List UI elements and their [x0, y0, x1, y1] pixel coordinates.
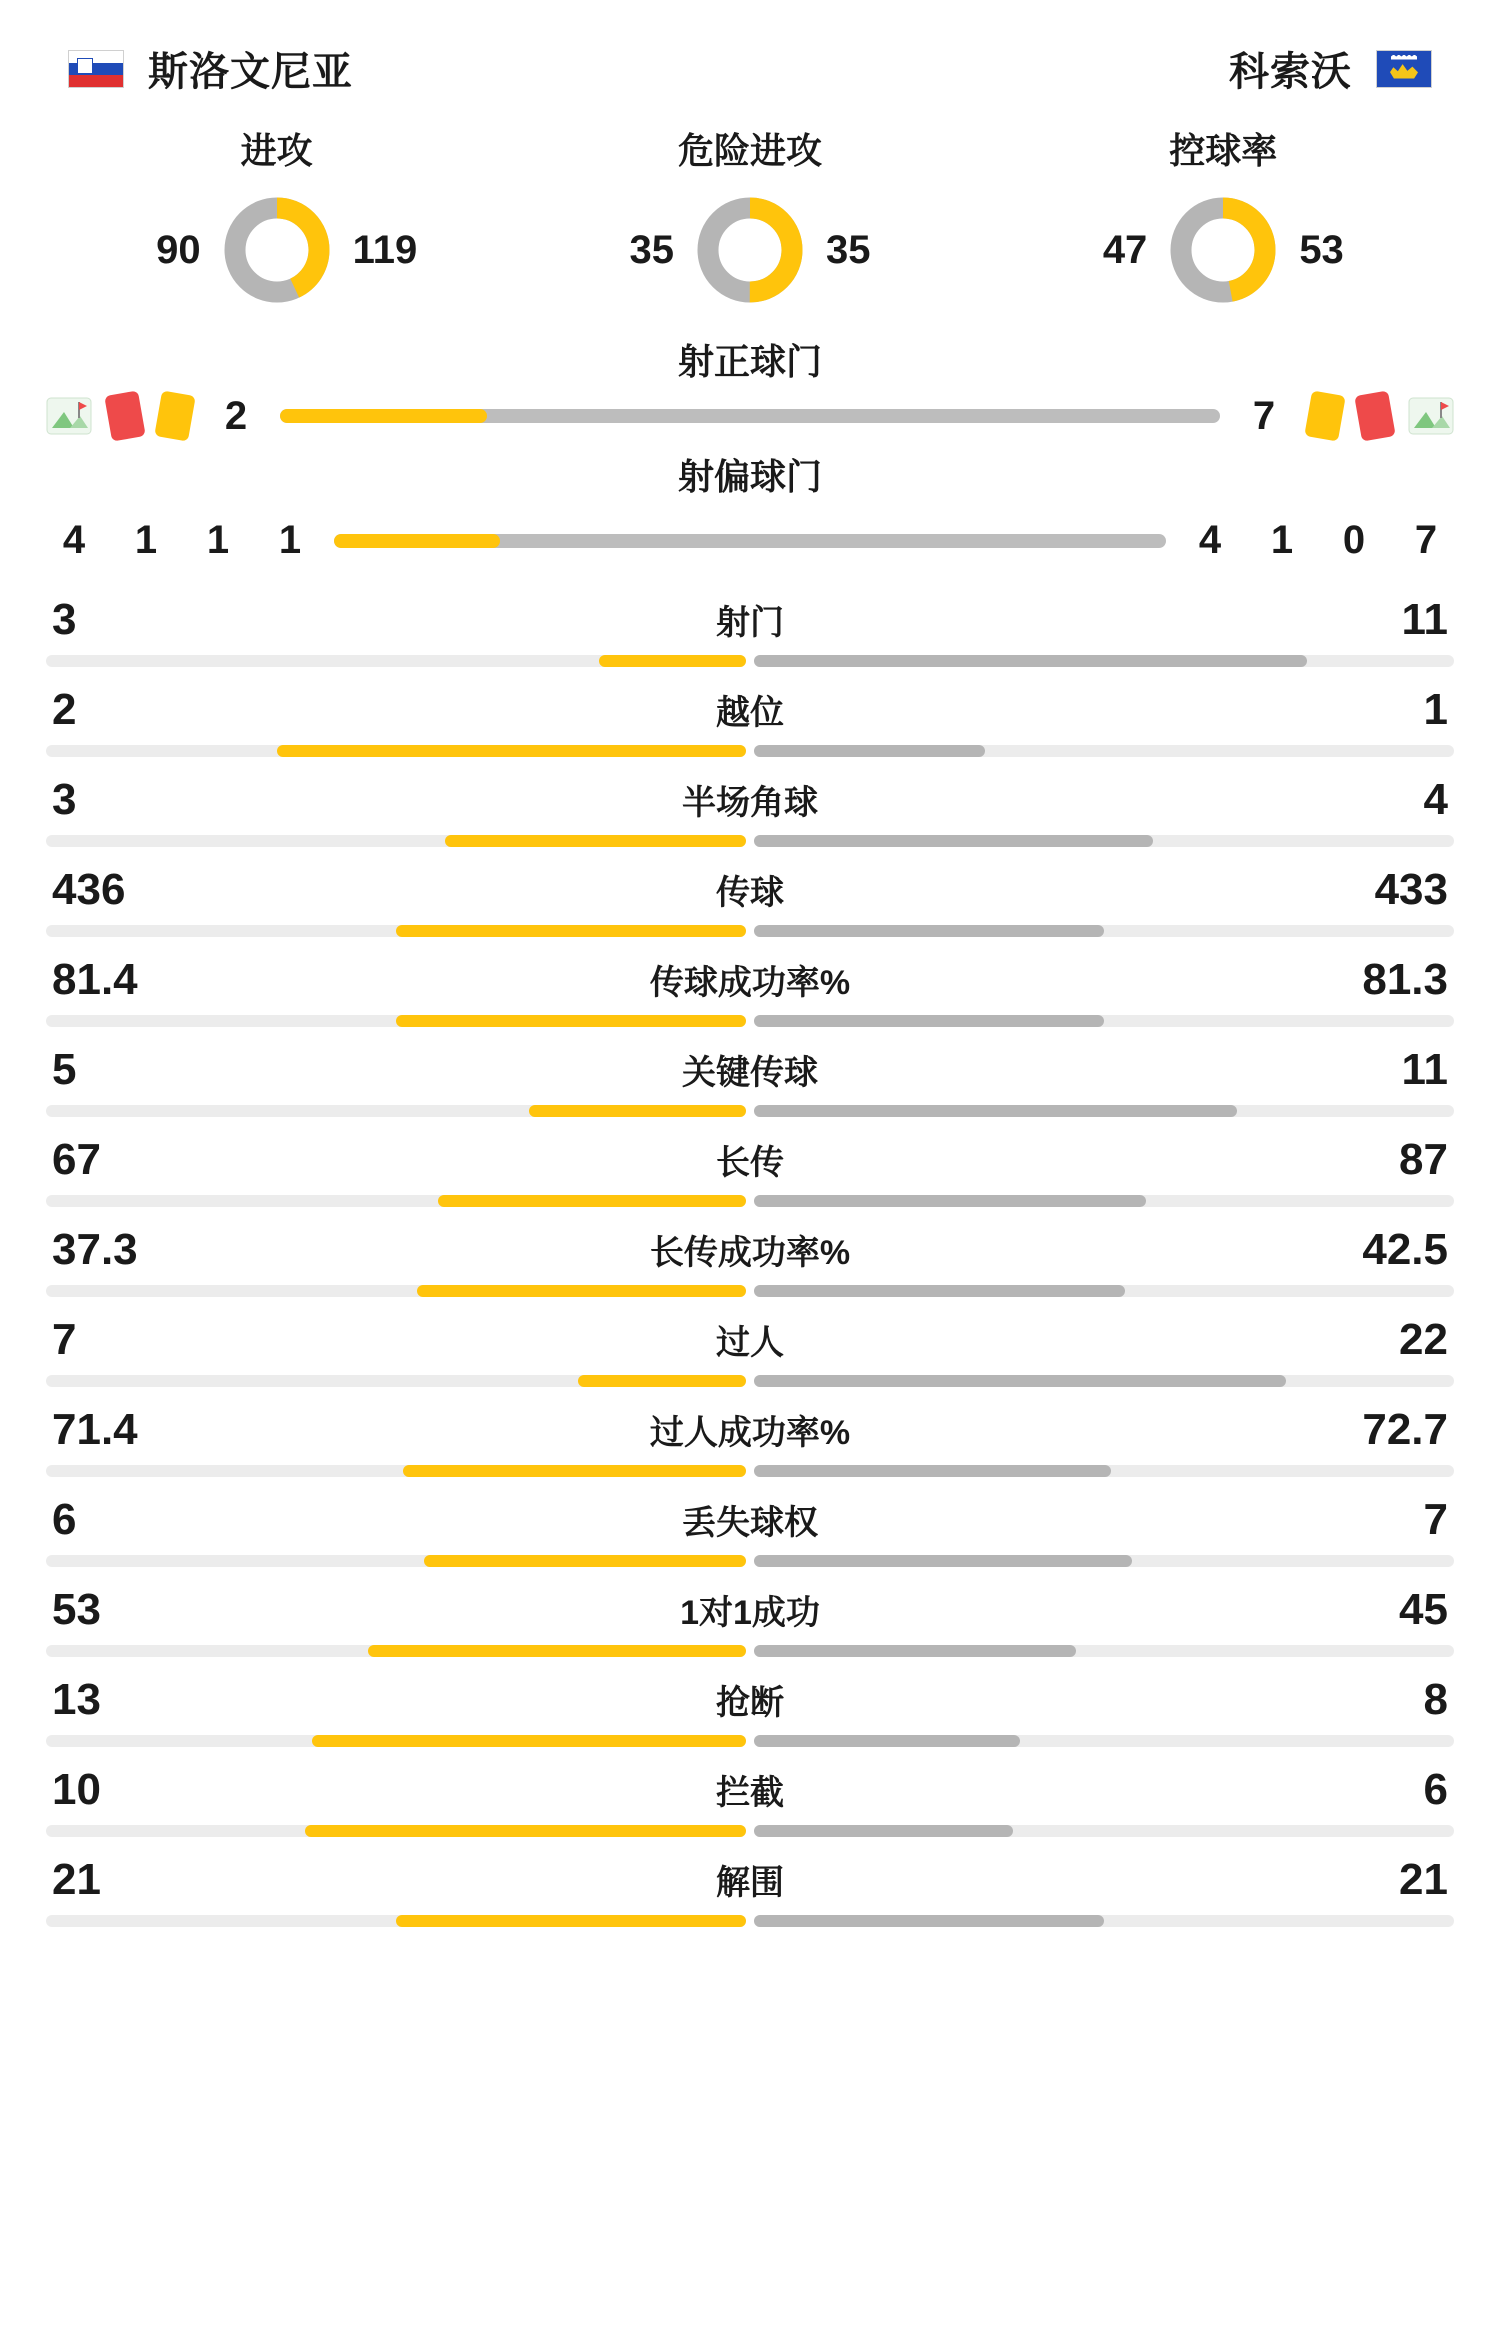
- stat-home-bar: [46, 1825, 746, 1837]
- stat-label: 关键传球: [682, 1054, 818, 1092]
- stat-row: [46, 1585, 1454, 1657]
- stat-row: [46, 1315, 1454, 1387]
- stat-home-bar: [46, 1285, 746, 1297]
- donut-dangerous-attacks-home-value: 35: [629, 227, 674, 272]
- stat-row: [46, 1855, 1454, 1927]
- stat-home-value: 3: [52, 775, 77, 824]
- donut-dangerous-attacks-away-value: 35: [825, 227, 871, 272]
- stat-away-bar: [754, 745, 1454, 757]
- stat-label: 半场角球: [682, 784, 818, 822]
- stat-label: 解围: [716, 1864, 784, 1902]
- shots-on-target-home-value: 2: [224, 393, 248, 438]
- stat-row: [46, 1765, 1454, 1837]
- stat-label: 长传: [716, 1144, 784, 1182]
- stat-away-bar: [754, 1825, 1454, 1837]
- stat-away-value: 1: [1423, 685, 1448, 734]
- yellow-card-icon: [1304, 390, 1345, 441]
- stat-away-bar: [754, 1645, 1454, 1657]
- donut-dangerous-attacks: [516, 123, 985, 304]
- away-red-card-count: 0: [1342, 518, 1366, 562]
- donut-attacks-chart: [223, 196, 331, 304]
- stat-away-bar: [754, 1915, 1454, 1927]
- stat-row: [46, 685, 1454, 757]
- stat-label: 长传成功率%: [649, 1234, 851, 1272]
- stat-home-bar: [46, 745, 746, 757]
- away-yellow-card-count: 1: [1270, 518, 1294, 562]
- match-header: [0, 0, 1500, 115]
- donut-possession: [989, 123, 1458, 304]
- stat-away-value: 6: [1423, 1765, 1448, 1814]
- stat-label: 过人成功率%: [649, 1414, 851, 1452]
- stat-label: 射门: [716, 604, 784, 642]
- stat-label: 丢失球权: [682, 1504, 818, 1542]
- stat-away-bar: [754, 1375, 1454, 1387]
- donut-attacks-home-value: 90: [156, 227, 201, 272]
- shots-on-target-bar-fill: [280, 409, 487, 423]
- stat-home-value: 3: [52, 595, 77, 644]
- stat-away-value: 87: [1399, 1135, 1448, 1184]
- corner-flag-icon: [46, 394, 92, 438]
- stat-home-value: 7: [52, 1315, 77, 1364]
- home-red-card-count: 1: [134, 518, 158, 562]
- stat-home-bar: [46, 1645, 746, 1657]
- kosovo-flag-icon: [1376, 50, 1432, 88]
- home-discipline-icons: [46, 393, 192, 439]
- stat-label: 抢断: [716, 1684, 784, 1722]
- stat-away-value: 4: [1423, 775, 1448, 824]
- stat-label: 过人: [716, 1324, 784, 1362]
- stats-list: [0, 569, 1500, 1985]
- stat-home-value: 13: [52, 1675, 101, 1724]
- stat-label: 传球成功率%: [649, 964, 851, 1002]
- stat-home-bar: [46, 1015, 746, 1027]
- stat-away-bar: [754, 1555, 1454, 1567]
- stat-row: [46, 1135, 1454, 1207]
- stat-row: [46, 775, 1454, 847]
- stat-row: [46, 595, 1454, 667]
- stat-home-bar: [46, 1915, 746, 1927]
- stat-home-bar: [46, 1465, 746, 1477]
- away-team: [1229, 40, 1432, 97]
- stat-home-value: 2: [52, 685, 77, 734]
- red-card-icon: [104, 390, 145, 441]
- stat-row: [46, 1405, 1454, 1477]
- donut-attacks: [42, 123, 511, 304]
- stat-away-bar: [754, 1015, 1454, 1027]
- stat-away-bar: [754, 1735, 1454, 1747]
- stat-row: [46, 1045, 1454, 1117]
- stat-home-value: 436: [52, 865, 126, 914]
- donut-possession-away-value: 53: [1299, 227, 1344, 272]
- stat-home-value: 5: [52, 1045, 77, 1094]
- stat-home-bar: [46, 655, 746, 667]
- stat-home-value: 21: [52, 1855, 101, 1904]
- home-team: [68, 40, 353, 97]
- stat-away-value: 22: [1399, 1315, 1448, 1364]
- stat-away-value: 8: [1423, 1675, 1448, 1724]
- stat-home-value: 6: [52, 1495, 77, 1544]
- stat-home-value: 71.4: [52, 1405, 138, 1454]
- slovenia-flag-icon: [68, 50, 124, 88]
- shots-off-target-away-value: 4: [1198, 518, 1222, 562]
- shots-off-target-bar: [334, 534, 1166, 548]
- stat-away-bar: [754, 1285, 1454, 1297]
- stat-away-bar: [754, 1105, 1454, 1117]
- shots-off-target-label: 射偏球门: [677, 456, 822, 497]
- shots-on-target-row: [46, 393, 1454, 439]
- stat-home-value: 10: [52, 1765, 101, 1814]
- stat-home-value: 81.4: [52, 955, 138, 1004]
- corner-flag-icon: [1408, 394, 1454, 438]
- donut-attacks-title: 进攻: [240, 130, 313, 171]
- stat-home-value: 67: [52, 1135, 101, 1184]
- shots-off-target-bar-fill: [334, 534, 500, 548]
- stat-away-bar: [754, 655, 1454, 667]
- donut-possession-home-value: 47: [1102, 227, 1148, 272]
- stat-away-bar: [754, 1465, 1454, 1477]
- stat-label: 传球: [716, 874, 784, 912]
- home-yellow-card-count: 1: [206, 518, 230, 562]
- stat-home-bar: [46, 1375, 746, 1387]
- shots-on-target-away-value: 7: [1252, 393, 1276, 438]
- yellow-card-icon: [154, 390, 195, 441]
- donut-dangerous-attacks-chart: [696, 196, 804, 304]
- donut-attacks-away-value: 119: [352, 227, 418, 272]
- stat-row: [46, 1675, 1454, 1747]
- stat-home-bar: [46, 1555, 746, 1567]
- stat-home-bar: [46, 835, 746, 847]
- stat-away-value: 42.5: [1362, 1225, 1448, 1274]
- donut-stats-group: [0, 115, 1500, 314]
- away-corner-count: 7: [1414, 518, 1438, 562]
- stat-away-value: 7: [1423, 1495, 1448, 1544]
- shots-off-target-home-value: 1: [278, 518, 302, 562]
- shots-off-target-row: [46, 518, 1454, 563]
- stat-row: [46, 865, 1454, 937]
- stat-away-value: 72.7: [1362, 1405, 1448, 1454]
- shots-on-target-bar: [280, 409, 1220, 423]
- shots-on-target-label: 射正球门: [677, 341, 822, 382]
- away-team-name: 科索沃: [1229, 50, 1352, 94]
- stat-home-bar: [46, 1735, 746, 1747]
- home-team-name: 斯洛文尼亚: [148, 50, 353, 94]
- stat-away-value: 21: [1399, 1855, 1448, 1904]
- stat-away-value: 81.3: [1362, 955, 1448, 1004]
- stat-label: 越位: [716, 694, 784, 732]
- stat-home-value: 37.3: [52, 1225, 138, 1274]
- stat-home-bar: [46, 1195, 746, 1207]
- stat-home-value: 53: [52, 1585, 101, 1634]
- stat-home-bar: [46, 1105, 746, 1117]
- stat-away-value: 11: [1401, 595, 1448, 644]
- stat-away-bar: [754, 1195, 1454, 1207]
- donut-possession-chart: [1169, 196, 1277, 304]
- shots-section: [0, 314, 1500, 569]
- stat-label: 1对1成功: [680, 1594, 820, 1632]
- home-corner-count: 4: [62, 518, 86, 562]
- stat-away-value: 11: [1401, 1045, 1448, 1094]
- stat-away-value: 45: [1399, 1585, 1448, 1634]
- stat-away-bar: [754, 835, 1454, 847]
- donut-dangerous-attacks-title: 危险进攻: [677, 130, 822, 171]
- stat-label: 拦截: [716, 1774, 784, 1812]
- stat-away-value: 433: [1374, 865, 1448, 914]
- stat-row: [46, 1495, 1454, 1567]
- stat-home-bar: [46, 925, 746, 937]
- stat-away-bar: [754, 925, 1454, 937]
- away-discipline-icons: [1308, 393, 1454, 439]
- stat-row: [46, 955, 1454, 1027]
- red-card-icon: [1354, 390, 1395, 441]
- donut-possession-title: 控球率: [1169, 130, 1278, 171]
- stat-row: [46, 1225, 1454, 1297]
